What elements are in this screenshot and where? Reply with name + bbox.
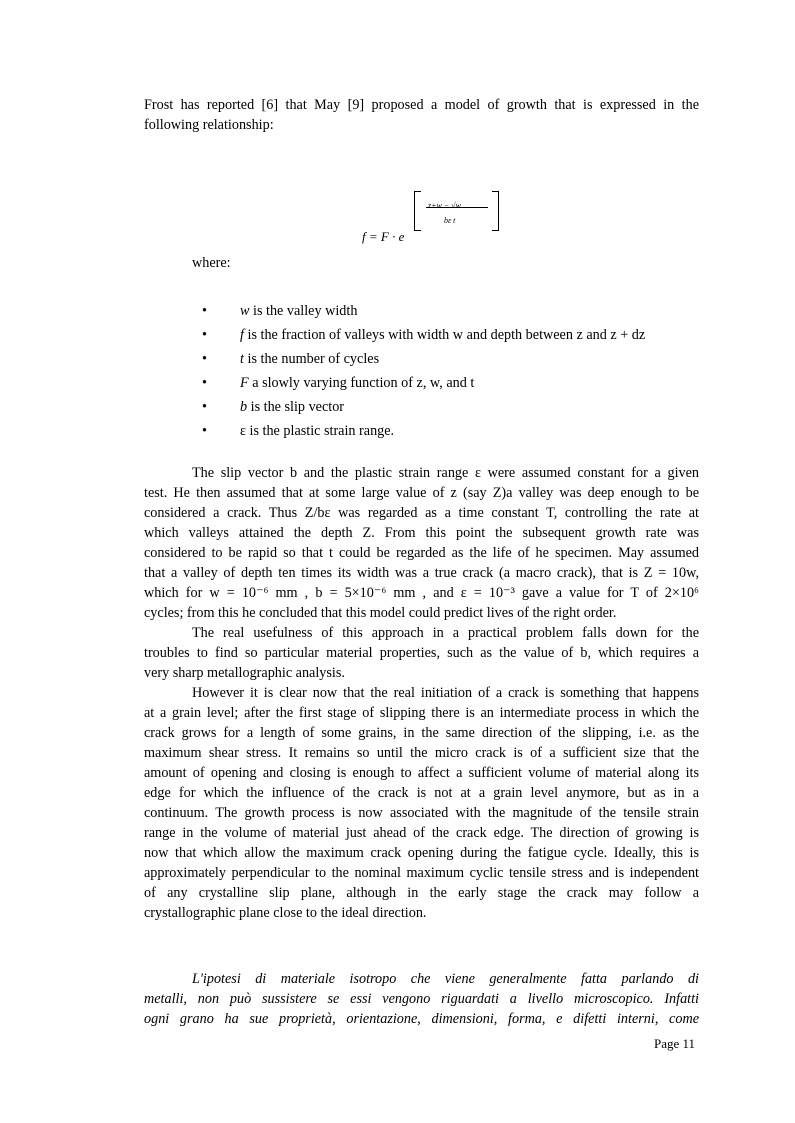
- paragraph-initiation: [144, 683, 699, 923]
- where-label: where:: [192, 255, 231, 271]
- page-body: [144, 95, 699, 1029]
- list-item: • w is the valley width: [144, 299, 699, 323]
- text-line: which valleys attained the depth Z. From this point the subsequent growth rate was: [144, 525, 699, 541]
- text-line: approximately perpendicular to the nominal maximum cyclic tensile stress and is independent: [144, 865, 699, 881]
- list-item: • ε is the plastic strain range.: [144, 419, 699, 443]
- text-line: cycles; from this he concluded that this model could predict lives of the right order.: [144, 605, 617, 621]
- text-line: which for w = 10⁻⁶ mm , b = 5×10⁻⁶ mm , and ε = 10⁻³ gave a value for T of 2×10⁶: [144, 585, 699, 601]
- intro-line-2: following relationship:: [144, 117, 274, 133]
- text-line: troubles to find so particular material properties, such as the value of b, which requires a: [144, 645, 699, 661]
- text-line: L'ipotesi di materiale isotropo che viene generalmente fatta parlando di: [192, 971, 699, 987]
- text-line: crystallographic plane close to the ideal direction.: [144, 905, 427, 921]
- text-line: crack grows for a length of some grains, in the same direction of the slipping, i.e. as the: [144, 725, 699, 741]
- formula-bracket-right: [492, 191, 499, 231]
- formula-fraction-line: [426, 207, 488, 208]
- text-line: ogni grano ha sue proprietà, orientazione, dimensioni, forma, e difetti interni, come: [144, 1011, 699, 1027]
- text-line: very sharp metallographic analysis.: [144, 665, 345, 681]
- text-line: continuum. The growth process is now associated with the magnitude of the tensile strain: [144, 805, 699, 821]
- bullet-icon: •: [202, 327, 207, 343]
- bullet-icon: •: [202, 399, 207, 415]
- formula-denominator: bε t: [444, 216, 456, 225]
- text-line: of any crystalline slip plane, although in the early stage the crack may follow a: [144, 885, 699, 901]
- paragraph-usefulness: [144, 623, 699, 683]
- symbol-list: [144, 299, 699, 443]
- text-line: that a valley of depth ten times its width was a true crack (a macro crack), that is Z = 10w,: [144, 565, 699, 581]
- list-item: • F a slowly varying function of z, w, and t: [144, 371, 699, 395]
- text-line: The real usefulness of this approach in a practical problem falls down for the: [192, 625, 699, 641]
- page-number: Page 11: [654, 1036, 696, 1051]
- text-line: at a grain level; after the first stage of slipping there is an intermediate process in which the: [144, 705, 699, 721]
- text-line: However it is clear now that the real initiation of a crack is something that happens: [192, 685, 699, 701]
- formula-base: f = F · e: [362, 229, 405, 244]
- bullet-icon: •: [202, 423, 207, 439]
- text-line: considered to be rapid so that t could be regarded as the life of he specimen. May assumed: [144, 545, 699, 561]
- text-line: The slip vector b and the plastic strain range ε were assumed constant for a given: [192, 465, 699, 481]
- bullet-icon: •: [202, 351, 207, 367]
- bullet-icon: •: [202, 375, 207, 391]
- text-line: metalli, non può sussistere se essi vengono riguardati a livello microscopico. Infatti: [144, 991, 699, 1007]
- text-line: amount of opening and closing is enough to affect a sufficient volume of material along its: [144, 765, 699, 781]
- text-line: edge for which the influence of the crack is not at a grain level anymore, but as in a: [144, 785, 699, 801]
- bullet-icon: •: [202, 303, 207, 319]
- list-item: • t is the number of cycles: [144, 347, 699, 371]
- text-line: now that which allow the maximum crack opening during the fatigue cycle. Ideally, this is: [144, 845, 699, 861]
- text-line: maximum shear stress. It remains so until the micro crack is of a sufficient size that the: [144, 745, 699, 761]
- paragraph-slip-vector: [144, 463, 699, 623]
- formula-bracket-left: [414, 191, 421, 231]
- paragraph-italian: [144, 969, 699, 1029]
- growth-formula: [144, 135, 699, 245]
- text-line: considered a crack. Thus Z/bε was regarded as a time constant T, controlling the rate at: [144, 505, 699, 521]
- formula-numerator: z+w − √w: [428, 201, 461, 210]
- list-item: • b is the slip vector: [144, 395, 699, 419]
- intro-line-1: Frost has reported [6] that May [9] proposed a model of growth that is expressed in the: [144, 97, 699, 113]
- text-line: test. He then assumed that at some large value of z (say Z)a valley was deep enough to be: [144, 485, 699, 501]
- text-line: range in the volume of material just ahead of the crack edge. The direction of growing is: [144, 825, 699, 841]
- list-item: • f is the fraction of valleys with width w and depth between z and z + dz: [144, 323, 699, 347]
